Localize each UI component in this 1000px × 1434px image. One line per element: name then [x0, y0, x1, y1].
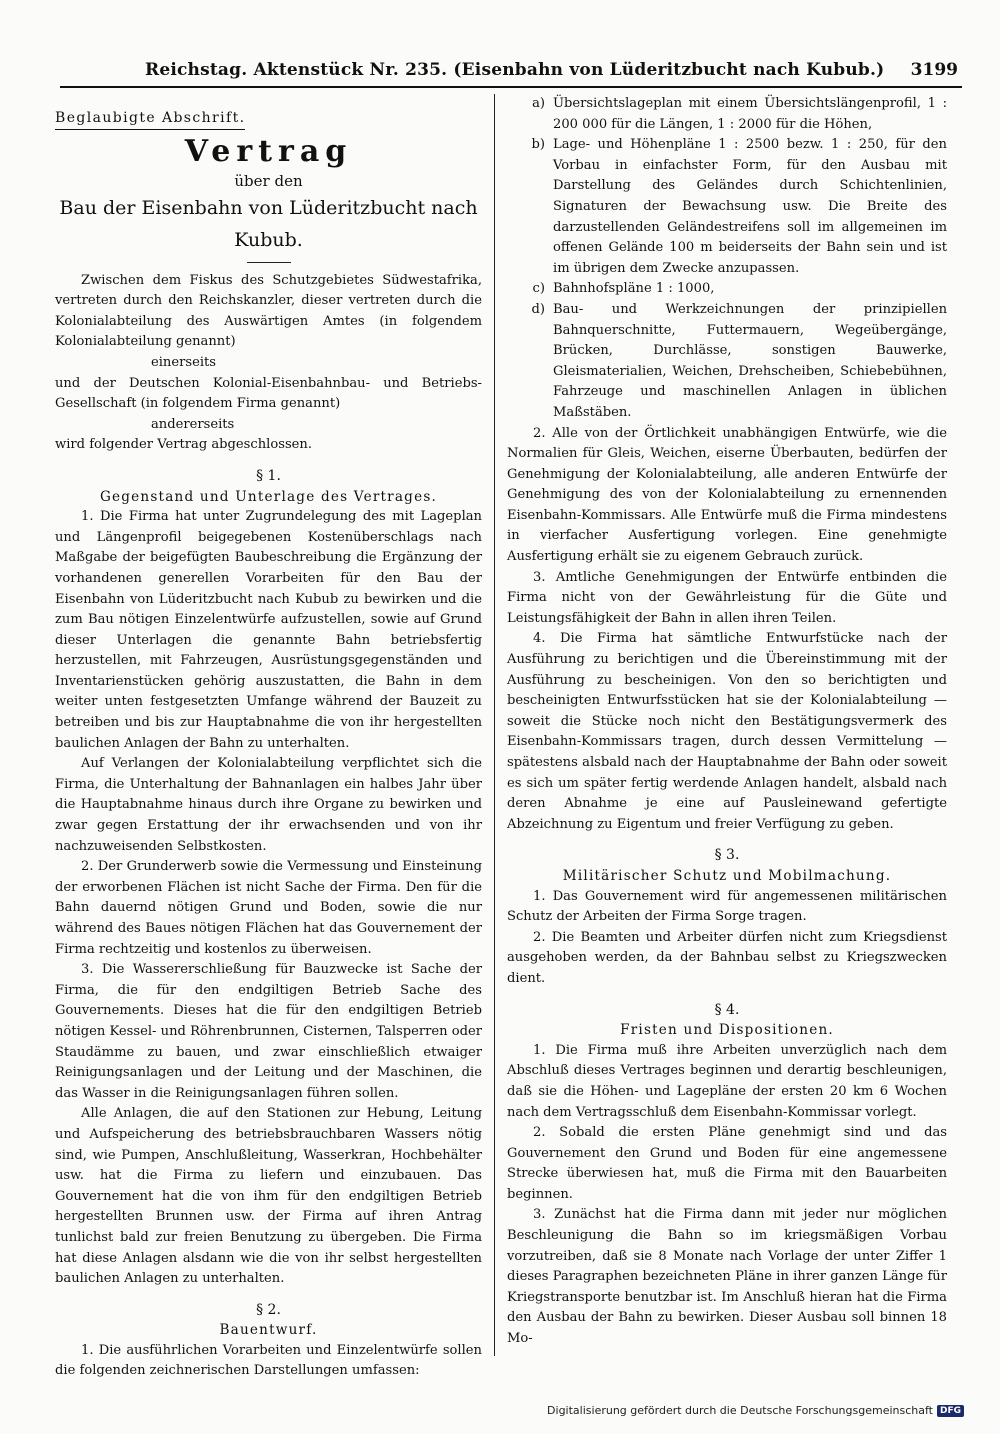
section-4-number: § 4. [714, 1001, 740, 1018]
page-number: 3199 [910, 60, 958, 80]
list-item [507, 300, 947, 424]
section-2-heading: Bauentwurf. [219, 1322, 318, 1339]
section-1-paragraph: 1. Die Firma hat unter Zugrundelegung des mit Lageplan und Längenprofil beigegebenen Kostenüberschlags nach Maßgabe der beigefügten Baubeschreibung die Ergänzung der vorhandenen generellen Vorarbeiten für den Bau der Eisenbahn von Lüderitzbucht nach Kubub zu bewirken und die zum Bau nötigen Einzelentwürfe aufzustellen, sowie auf Grund dieser Unterlagen die genannte Bahn betriebsfertig herzustellen, mit Fahrzeugen, Ausrüstungsgegenständen und Inventarienstücken gehörig auszustatten, die Bahn in dem weiter unten festgesetzten Umfange während der Bauzeit zu betreiben und bis zur Hauptabnahme die von ihr hergestellten baulichen Anlagen der Bahn zu unterhalten. [55, 509, 482, 751]
section-1-number: § 1. [256, 467, 281, 484]
section-1-paragraph: 2. Der Grunderwerb sowie die Vermessung und Einsteinung der erworbenen Flächen ist nicht Sache der Firma. Den für die Bahn dauernd nötigen Grund und Boden, sowie die nur während des Baues nötigen Flächen hat das Gouvernement der Firma rechtzeitig und kostenlos zu überweisen. [55, 859, 482, 957]
list-text: Lage- und Höhenpläne 1 : 2500 bezw. 1 : 250, für den Vorbau in einfachster Form, für den Ausbau mit Darstellung des Geländes durch Schichtenlinien, Signaturen der Bewachsung usw. Die Breite des darzustellenden Geländestreifens soll im allgemeinen im offenen Gelände 100 m beiderseits der Bahn sein und ist im übrigen dem Zwecke anzupassen. [553, 137, 947, 276]
list-text: Bau- und Werkzeichnungen der prinzipiellen Bahnquerschnitte, Futtermauern, Wegeübergänge, Brücken, Durchlässe, sonstigen Bauwerke, Gleismaterialien, Weichen, Drehscheiben, Schiebebühnen, Fahrzeuge und maschinellen Anlagen in üblichen Maßstäben. [553, 301, 947, 420]
list-item [507, 135, 947, 279]
list-text: Bahnhofspläne 1 : 1000, [553, 281, 715, 297]
intro-andererseits: andererseits [151, 416, 235, 432]
section-2-number: § 2. [256, 1301, 281, 1318]
header-title: Reichstag. Aktenstück Nr. 235. (Eisenbahn von Lüderitzbucht nach Kubub.) [145, 60, 885, 80]
section-2-paragraph: 1. Die ausführlichen Vorarbeiten und Einzelentwürfe sollen die folgenden zeichnerischen Darstellungen umfassen: [55, 1342, 482, 1379]
section-1-heading: Gegenstand und Unterlage des Vertrages. [99, 488, 438, 505]
list-text: Übersichtslageplan mit einem Übersichtslängenprofil, 1 : 200 000 für die Längen, 1 : 2000 für die Höhen, [553, 96, 947, 132]
column-divider [494, 94, 495, 1356]
section-4-paragraph: 1. Die Firma muß ihre Arbeiten unverzüglich nach dem Abschluß dieses Vertrages beginnen und derartig beschleunigen, daß sie die Höhen- und Lagepläne der ersten 20 km 6 Wochen nach dem Vertragsschluß dem Eisenbahn-Kommissar vorlegt. [507, 1042, 947, 1120]
intro-paragraph-3: wird folgender Vertrag abgeschlossen. [55, 437, 313, 453]
section-3-paragraph: 2. Die Beamten und Arbeiter dürfen nicht zum Kriegsdienst ausgehoben werden, da der Bahnbau selbst zu Kriegszwecken dient. [507, 929, 947, 986]
section-3-paragraph: 1. Das Gouvernement wird für angemessenen militärischen Schutz der Arbeiten der Firma Sorge tragen. [507, 888, 947, 925]
section-4-paragraph: 2. Sobald die ersten Pläne genehmigt sind und das Gouvernement den Grund und Boden für eine angemessene Strecke überwiesen hat, muß die Firma mit den Bauarbeiten beginnen. [507, 1125, 947, 1202]
intro-paragraph-2: und der Deutschen Kolonial-Eisenbahnbau- und Betriebs-Gesellschaft (in folgendem Firma genannt) [55, 375, 482, 412]
section-3-heading: Militärischer Schutz und Mobilmachung. [562, 867, 892, 884]
list-marker: d) [531, 301, 545, 317]
contract-title: Bau der Eisenbahn von Lüderitzbucht nach Kubub. [59, 196, 478, 251]
document-heading: Vertrag [184, 133, 353, 169]
list-item [507, 94, 947, 135]
section-4-paragraph: 3. Zunächst hat die Firma dann mit jeder nur möglichen Beschleunigung die Bahn so im kriegsmäßigen Vorbau vorzutreiben, daß sie 8 Monate nach Vorlage der unter Ziffer 1 dieses Paragraphen bezeichneten Pläne in ihrer ganzen Länge für Kriegstransporte benutzbar ist. Im Anschluß hieran hat die Firma den Ausbau der Bahn zu bewirken. Dieser Ausbau soll binnen 18 Mo- [507, 1207, 947, 1347]
running-header [60, 52, 962, 88]
list-item [507, 279, 947, 300]
title-divider [247, 262, 291, 263]
section-1-paragraph: Auf Verlangen der Kolonialabteilung verpflichtet sich die Firma, die Unterhaltung der Bahnanlagen ein halbes Jahr über die Hauptabnahme hinaus durch ihre Organe zu bewirken und zwar gegen Erstattung der ihr erwachsenden und von ihr nachzuweisenden Selbstkosten. [55, 756, 482, 854]
intro-paragraph-1: Zwischen dem Fiskus des Schutzgebietes Südwestafrika, vertreten durch den Reichskanzler, dieser vertreten durch die Kolonialabteilung des Auswärtigen Amtes (in folgendem Kolonialabteilung genannt) [55, 272, 482, 350]
heading-connector: über den [234, 171, 303, 190]
right-column [507, 94, 947, 1359]
intro-einerseits: einerseits [151, 354, 217, 370]
section-1-paragraph: Alle Anlagen, die auf den Stationen zur Hebung, Leitung und Aufspeicherung des betriebsbrauchbaren Wassers nötig sind, wie Pumpen, Anschlußleitung, Wasserkran, Hochbehälter usw. hat die Firma zu liefern und einzubauen. Das Gouvernement hat die von ihm für den endgiltigen Betrieb hergestellten Brunnen usw. der Firma auf ihren Antrag tunlichst bald zur freien Benutzung zu übergeben. Die Firma hat diese Anlagen alsdann wie die von ihr selbst hergestellten baulichen Anlagen zu unterhalten. [55, 1106, 482, 1287]
left-column [55, 94, 482, 1379]
dfg-logo-icon: DFG [937, 1405, 964, 1417]
list-marker: a) [532, 96, 545, 111]
section-2-paragraph: 4. Die Firma hat sämtliche Entwurfstücke nach der Ausführung zu berichtigen und die Übereinstimmung mit der Ausführung zu bescheinigen. Von den so berichtigten und bescheinigten Entwurfsstücken hat sie der Kolonialabteilung — soweit die Stücke noch nicht den Bestätigungsvermerk des Eisenbahn-Kommissars tragen, durch dessen Vermittelung — spätestens alsbald nach der Hauptabnahme der Bahn oder soweit es sich um später fertig werdende Anlagen handelt, alsbald nach deren Abnahme je eine auf Pausleinewand gefertigte Abzeichnung zu Eigentum und freier Verfügung zu geben. [507, 631, 947, 832]
section-4-heading: Fristen und Dispositionen. [620, 1022, 834, 1039]
certified-copy-label: Beglaubigte Abschrift. [55, 108, 245, 130]
list-marker: b) [531, 137, 545, 153]
list-marker: c) [532, 281, 545, 297]
section-3-number: § 3. [714, 847, 740, 864]
digitization-credit [547, 1404, 964, 1417]
footer-text: Digitalisierung gefördert durch die Deutsche Forschungsgemeinschaft [547, 1404, 933, 1417]
section-2-paragraph: 2. Alle von der Örtlichkeit unabhängigen Entwürfe, wie die Normalien für Gleis, Weichen, eiserne Überbauten, bedürfen der Genehmigung der Kolonialabteilung, alle anderen Entwürfe der Genehmigung des von der Kolonialabteilung zu ernennenden Eisenbahn-Kommissars. Alle Entwürfe muß die Firma mindestens in vierfacher Ausfertigung vorlegen. Eine genehmigte Ausfertigung erhält sie zu eigenem Gebrauch zurück. [507, 425, 947, 565]
section-2-paragraph: 3. Amtliche Genehmigungen der Entwürfe entbinden die Firma nicht von der Gewährleistung für die Güte und Leistungsfähigkeit der Bahn in allen ihren Teilen. [507, 569, 947, 626]
section-1-paragraph: 3. Die Wassererschließung für Bauzwecke ist Sache der Firma, die für den endgiltigen Betrieb Sache des Gouvernements. Dieses hat die für den endgiltigen Betrieb nötigen Kessel- und Röhrenbrunnen, Cisternen, Talsperren oder Staudämme zu bauen, und zwar einschließlich etwaiger Reinigungsanlagen und der Leitung und der Maschinen, die das Wasser in die Reinigungsanlagen führen sollen. [55, 962, 482, 1101]
